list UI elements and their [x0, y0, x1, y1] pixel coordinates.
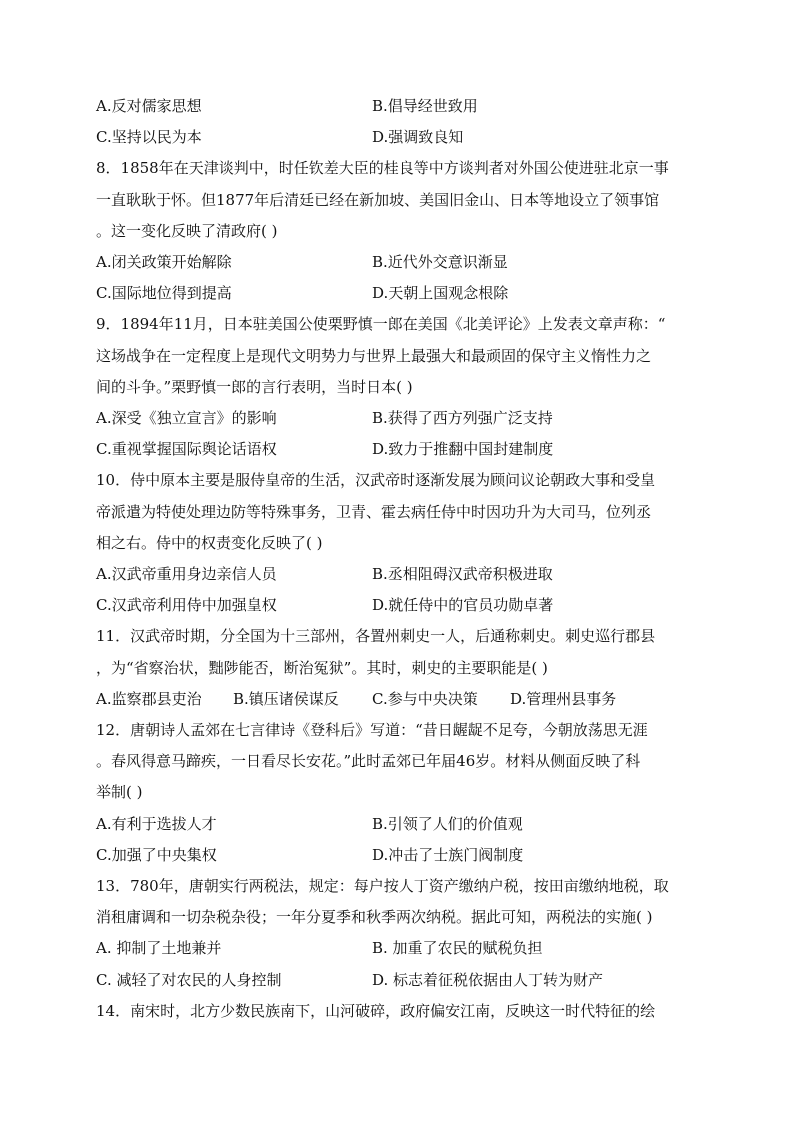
answer-option-a: A.有利于选拔人才 — [96, 814, 217, 833]
answer-option-b: D.强调致良知 — [372, 128, 464, 147]
question-line: 13．780年，唐朝实行两税法，规定：每户按人丁资产缴纳户税，按田亩缴纳地税，取 — [96, 877, 669, 895]
answer-option-a: C.坚持以民为本 — [96, 128, 202, 147]
answer-option-b: B.近代外交意识渐显 — [372, 253, 508, 271]
answer-option-a: A.汉武帝重用身边亲信人员 — [96, 565, 277, 583]
answer-option-a: C.加强了中央集权 — [96, 845, 217, 864]
answer-option-a: A.深受《独立宣言》的影响 — [96, 409, 277, 427]
question-line: ，为“省察治状，黜陟能否，断治冤狱”。其时，刺史的主要职能是( ) — [96, 658, 548, 677]
question-line: 。春风得意马蹄疾，一日看尽长安花。”此时孟郊已年届46岁。材料从侧面反映了科 — [96, 752, 641, 771]
question-line: 11．汉武帝时期，分全国为十三部州，各置州刺史一人，后通称刺史。刺史巡行郡县 — [96, 627, 656, 646]
answer-option-b: B.镇压诸侯谋反 — [233, 689, 339, 708]
answer-option-b: D.就任侍中的官员功勋卓著 — [372, 596, 554, 615]
question-line: 帝派遣为特使处理边防等特殊事务，卫青、霍去病任侍中时因功升为大司马，位列丞 — [96, 502, 652, 521]
answer-option-b: B.丞相阻碍汉武帝积极进取 — [372, 565, 553, 583]
answer-option-a: A.监察郡县吏治 — [96, 689, 202, 708]
answer-option-b: B.获得了西方列强广泛支持 — [372, 409, 553, 427]
answer-option-a: C.汉武帝利用侍中加强皇权 — [96, 596, 277, 615]
answer-option-b: B.引领了人们的价值观 — [372, 814, 523, 833]
question-line: 8．1858年在天津谈判中，时任钦差大臣的桂良等中方谈判者对外国公使进驻北京一事 — [96, 159, 669, 178]
question-line: 10．侍中原本主要是服侍皇帝的生活，汉武帝时逐渐发展为顾问议论朝政大事和受皇 — [96, 471, 656, 490]
question-line: 举制( ) — [96, 783, 143, 802]
answer-option-a: C. 减轻了对农民的人身控制 — [96, 970, 282, 989]
answer-option-c: C.参与中央决策 — [372, 689, 478, 708]
answer-option-d: D.管理州县事务 — [510, 689, 617, 708]
question-line: 。这一变化反映了清政府( ) — [96, 221, 278, 240]
answer-option-a: C.重视掌握国际舆论话语权 — [96, 440, 277, 459]
answer-option-b: B.倡导经世致用 — [372, 97, 478, 115]
answer-option-b: D.冲击了士族门阀制度 — [372, 845, 524, 864]
answer-option-a: A. 抑制了土地兼并 — [96, 939, 222, 958]
answer-option-a: A.反对儒家思想 — [96, 97, 202, 115]
answer-option-b: D.天朝上国观念根除 — [372, 284, 509, 303]
question-line: 这场战争在一定程度上是现代文明势力与世界上最强大和最顽固的保守主义惰性力之 — [96, 346, 652, 365]
question-line: 12．唐朝诗人孟郊在七言律诗《登科后》写道：“昔日龌龊不足夸，今朝放荡思无涯 — [96, 721, 648, 739]
question-line: 消租庸调和一切杂税杂役；一年分夏季和秋季两次纳税。据此可知，两税法的实施( ) — [96, 908, 653, 927]
question-line: 9．1894年11月，日本驻美国公使栗野慎一郎在美国《北美评论》上发表文章声称：“ — [96, 315, 666, 334]
question-line: 14．南宋时，北方少数民族南下，山河破碎，政府偏安江南，反映这一时代特征的绘 — [96, 1001, 656, 1020]
answer-option-b: B. 加重了农民的赋税负担 — [372, 939, 543, 958]
answer-option-b: D.致力于推翻中国封建制度 — [372, 440, 554, 459]
answer-option-a: C.国际地位得到提高 — [96, 284, 232, 303]
answer-option-a: A.闭关政策开始解除 — [96, 253, 232, 271]
question-line: 一直耿耿于怀。但1877年后清廷已经在新加坡、美国旧金山、日本等地设立了领事馆 — [96, 190, 660, 209]
answer-option-b: D. 标志着征税依据由人丁转为财产 — [372, 970, 604, 989]
question-line: 相之右。侍中的权责变化反映了( ) — [96, 533, 323, 552]
question-line: 间的斗争。”栗野慎一郎的言行表明，当时日本( ) — [96, 377, 413, 396]
